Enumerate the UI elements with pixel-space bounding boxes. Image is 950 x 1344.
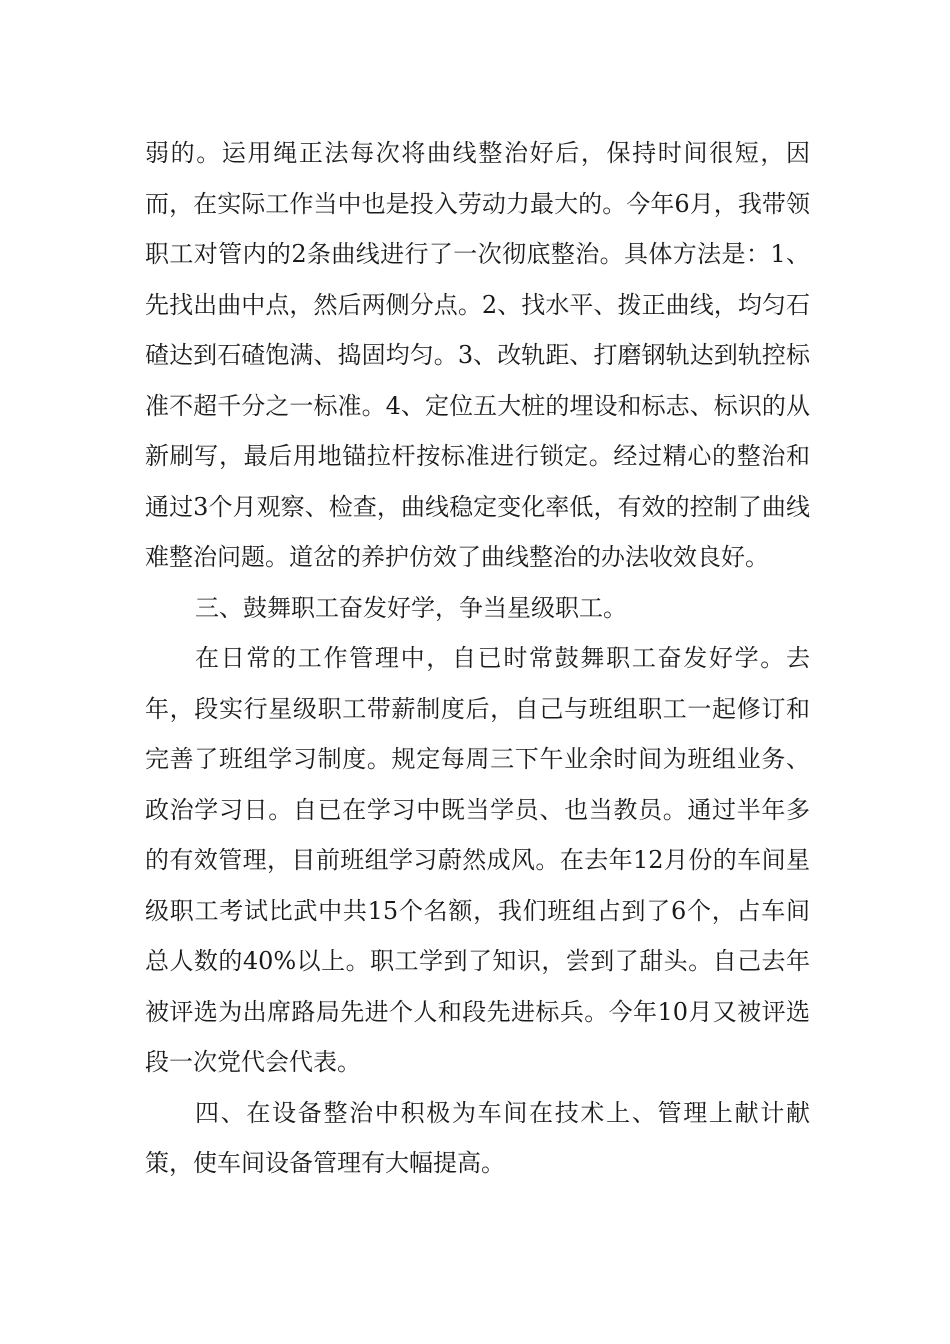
section-heading-four: 四、在设备整治中积极为车间在技术上、管理上献计献策，使车间设备管理有大幅提高。 (145, 1098, 810, 1177)
document-body (145, 128, 810, 1189)
paragraph-continuation: 弱的。运用绳正法每次将曲线整治好后，保持时间很短，因而，在实际工作当中也是投入劳动力最大的。今年6月，我带领职工对管内的2条曲线进行了一次彻底整治。具体方法是：1、先找出曲中点，然后两侧分点。2、找水平、拨正曲线，均匀石碴达到石碴饱满、捣固均匀。3、改轨距、打磨钢轨达到轨控标准不超千分之一标准。4、定位五大桩的埋设和标志、标识的从新刷写，最后用地锚拉杆按标准进行锁定。经过精心的整治和通过3个月观察、检查，曲线稳定变化率低，有效的控制了曲线难整治问题。道岔的养护仿效了曲线整治的办法收效良好。 (145, 139, 810, 571)
paragraph-study: 在日常的工作管理中，自已时常鼓舞职工奋发好学。去年，段实行星级职工带薪制度后，自己与班组职工一起修订和完善了班组学习制度。规定每周三下午业余时间为班组业务、政治学习日。自已在学习中既当学员、也当教员。通过半年多的有效管理，目前班组学习蔚然成风。在去年12月份的车间星级职工考试比武中共15个名额，我们班组占到了6个，占车间总人数的40%以上。职工学到了知识，尝到了甜头。自己去年被评选为出席路局先进个人和段先进标兵。今年10月又被评选段一次党代会代表。 (145, 644, 810, 1076)
section-heading-three: 三、鼓舞职工奋发好学，争当星级职工。 (195, 593, 627, 622)
